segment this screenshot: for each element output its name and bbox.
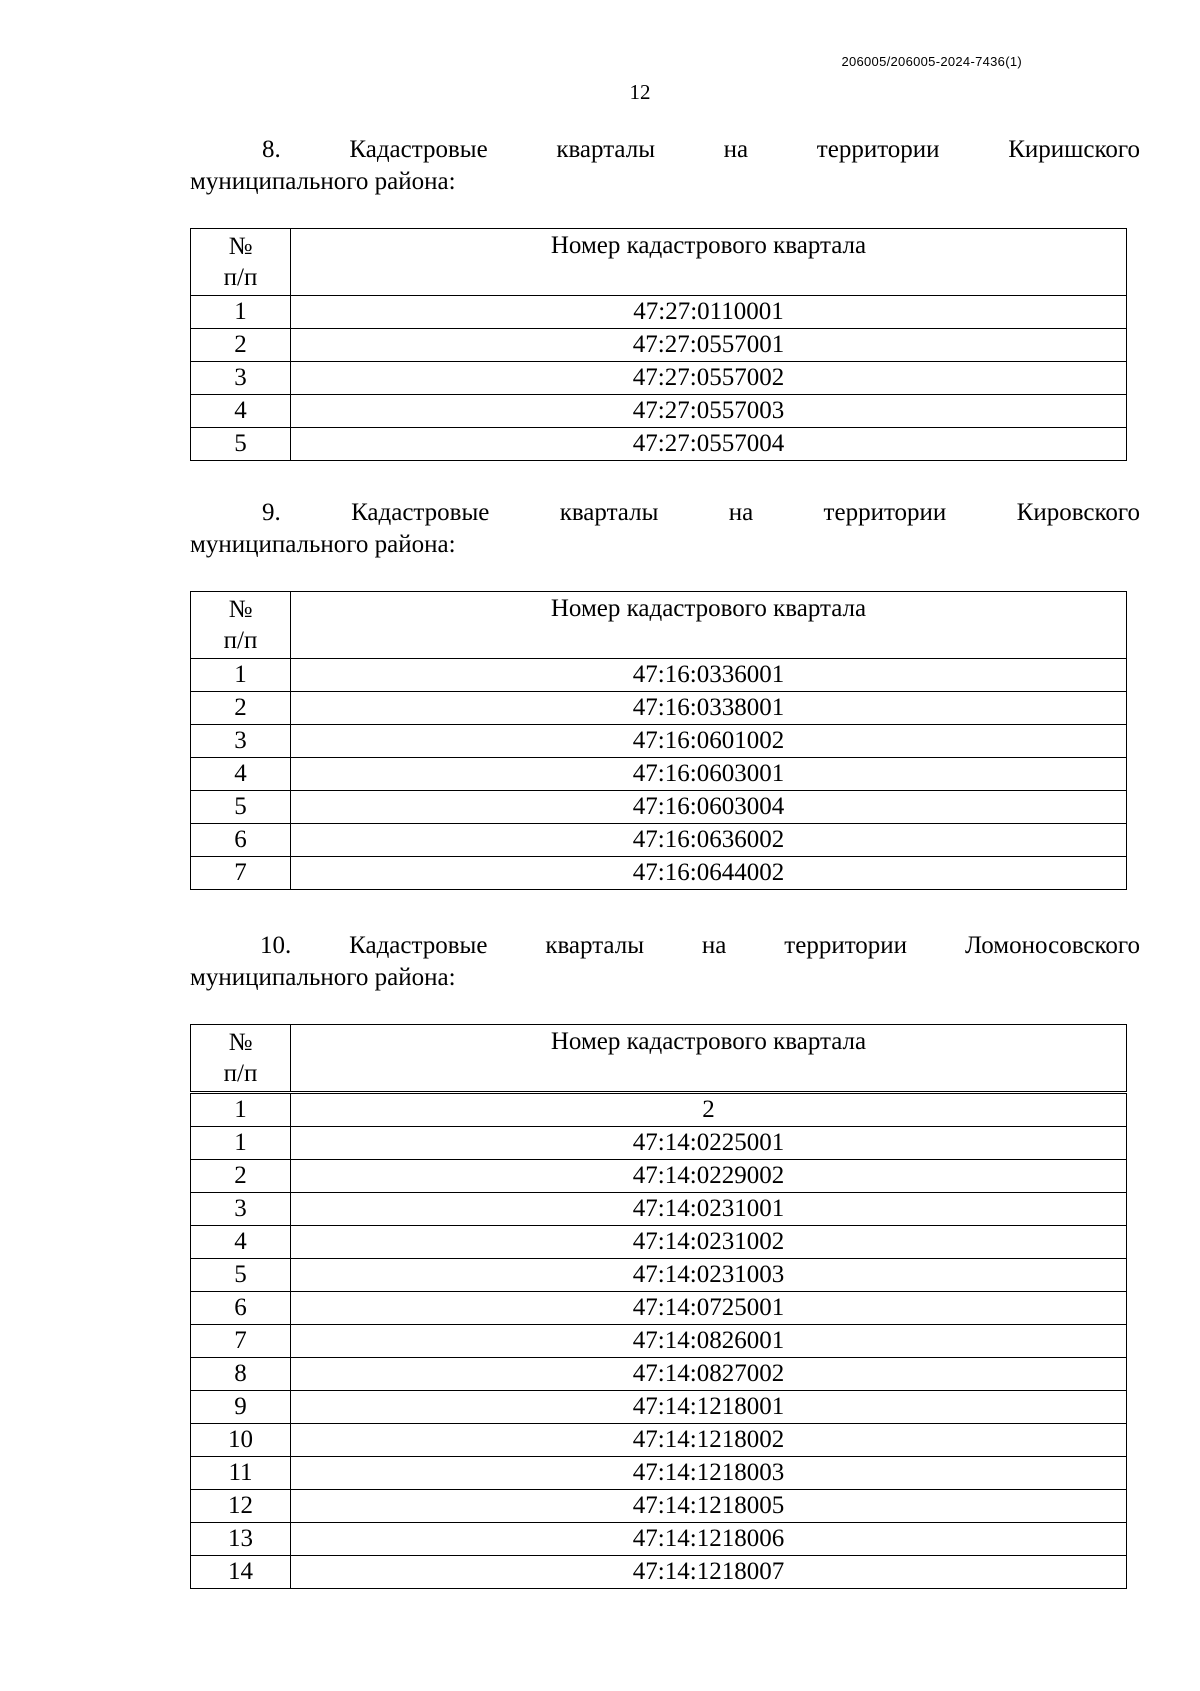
- row-quarter: 47:14:0231003: [291, 1259, 1127, 1292]
- header-quarter: Номер кадастрового квартала: [291, 1025, 1127, 1093]
- table-row: [191, 1457, 1127, 1490]
- section-heading: [190, 930, 1140, 994]
- row-quarter: 47:14:0826001: [291, 1325, 1127, 1358]
- section-heading: [190, 497, 1140, 561]
- row-quarter: 47:14:0231001: [291, 1193, 1127, 1226]
- section-10: [190, 930, 1140, 1589]
- table-row: [191, 1292, 1127, 1325]
- table-row: [191, 1160, 1127, 1193]
- row-num: 5: [191, 791, 291, 824]
- table-row: [191, 659, 1127, 692]
- table-row: [191, 1259, 1127, 1292]
- row-quarter: 47:27:0110001: [291, 296, 1127, 329]
- heading-word: Кадастровые: [349, 136, 488, 163]
- row-num: 3: [191, 362, 291, 395]
- heading-line2: муниципального района:: [190, 168, 456, 195]
- table-header-row: [191, 592, 1127, 659]
- heading-word: 10.: [260, 932, 292, 959]
- heading-line2: муниципального района:: [190, 964, 456, 991]
- heading-word: на: [701, 932, 727, 959]
- row-num: 2: [191, 692, 291, 725]
- section-9: [190, 497, 1140, 890]
- row-quarter: 47:16:0338001: [291, 692, 1127, 725]
- table-row: [191, 395, 1127, 428]
- heading-word: на: [728, 499, 754, 526]
- table-row: [191, 725, 1127, 758]
- table-row: [191, 791, 1127, 824]
- heading-word: 8.: [262, 136, 281, 163]
- header-num: № п/п: [191, 592, 291, 659]
- table-row: [191, 1193, 1127, 1226]
- row-num: 1: [191, 1127, 291, 1160]
- row-quarter: 47:14:0725001: [291, 1292, 1127, 1325]
- heading-line2: муниципального района:: [190, 531, 456, 558]
- row-num: 2: [191, 1160, 291, 1193]
- row-quarter: 47:16:0644002: [291, 857, 1127, 890]
- row-quarter: 47:27:0557001: [291, 329, 1127, 362]
- heading-word: территории: [784, 932, 908, 959]
- heading-word: на: [723, 136, 749, 163]
- row-quarter: 47:14:1218005: [291, 1490, 1127, 1523]
- row-quarter: 47:16:0601002: [291, 725, 1127, 758]
- cadastral-table-10: [190, 1024, 1127, 1589]
- cadastral-table-9: [190, 591, 1127, 890]
- table-row: [191, 758, 1127, 791]
- row-quarter: 47:16:0603001: [291, 758, 1127, 791]
- table-row: [191, 329, 1127, 362]
- row-quarter: 47:14:1218007: [291, 1556, 1127, 1589]
- row-quarter: 47:27:0557004: [291, 428, 1127, 461]
- row-num: 8: [191, 1358, 291, 1391]
- row-num: 13: [191, 1523, 291, 1556]
- row-quarter: 47:16:0603004: [291, 791, 1127, 824]
- row-num: 6: [191, 1292, 291, 1325]
- table-header-row: [191, 229, 1127, 296]
- header-quarter: Номер кадастрового квартала: [291, 592, 1127, 659]
- row-num: 10: [191, 1424, 291, 1457]
- column-number-1: 1: [191, 1093, 291, 1127]
- row-quarter: 47:16:0636002: [291, 824, 1127, 857]
- row-quarter: 47:14:1218006: [291, 1523, 1127, 1556]
- column-number-row: [191, 1093, 1127, 1127]
- row-num: 11: [191, 1457, 291, 1490]
- row-num: 1: [191, 296, 291, 329]
- table-header-row: [191, 1025, 1127, 1093]
- table-row: [191, 1490, 1127, 1523]
- row-num: 7: [191, 857, 291, 890]
- table-row: [191, 692, 1127, 725]
- row-num: 14: [191, 1556, 291, 1589]
- row-quarter: 47:27:0557003: [291, 395, 1127, 428]
- document-id: 206005/206005-2024-7436(1): [841, 54, 1022, 69]
- header-quarter: Номер кадастрового квартала: [291, 229, 1127, 296]
- table-row: [191, 824, 1127, 857]
- row-num: 9: [191, 1391, 291, 1424]
- row-num: 6: [191, 824, 291, 857]
- heading-word: Кировского: [1016, 499, 1140, 526]
- heading-word: Кадастровые: [351, 499, 490, 526]
- row-quarter: 47:14:1218003: [291, 1457, 1127, 1490]
- row-num: 2: [191, 329, 291, 362]
- row-num: 4: [191, 395, 291, 428]
- table-row: [191, 428, 1127, 461]
- table-row: [191, 362, 1127, 395]
- row-quarter: 47:27:0557002: [291, 362, 1127, 395]
- row-num: 5: [191, 428, 291, 461]
- row-num: 5: [191, 1259, 291, 1292]
- heading-word: территории: [823, 499, 947, 526]
- column-number-2: 2: [291, 1093, 1127, 1127]
- row-quarter: 47:14:1218002: [291, 1424, 1127, 1457]
- heading-word: Киришского: [1008, 136, 1140, 163]
- row-quarter: 47:16:0336001: [291, 659, 1127, 692]
- heading-word: 9.: [262, 499, 281, 526]
- section-8: [190, 134, 1140, 461]
- table-row: [191, 857, 1127, 890]
- heading-word: кварталы: [559, 499, 659, 526]
- heading-word: территории: [816, 136, 940, 163]
- heading-word: Кадастровые: [349, 932, 488, 959]
- table-row: [191, 1226, 1127, 1259]
- row-num: 4: [191, 758, 291, 791]
- table-row: [191, 1556, 1127, 1589]
- row-num: 4: [191, 1226, 291, 1259]
- table-row: [191, 1523, 1127, 1556]
- heading-word: кварталы: [556, 136, 656, 163]
- row-quarter: 47:14:0229002: [291, 1160, 1127, 1193]
- row-quarter: 47:14:1218001: [291, 1391, 1127, 1424]
- table-row: [191, 296, 1127, 329]
- row-quarter: 47:14:0231002: [291, 1226, 1127, 1259]
- table-row: [191, 1325, 1127, 1358]
- cadastral-table-8: [190, 228, 1127, 461]
- table-row: [191, 1424, 1127, 1457]
- row-num: 12: [191, 1490, 291, 1523]
- header-num: № п/п: [191, 1025, 291, 1093]
- row-num: 3: [191, 725, 291, 758]
- page-number: 12: [629, 80, 651, 104]
- header-num: № п/п: [191, 229, 291, 296]
- table-row: [191, 1127, 1127, 1160]
- table-row: [191, 1358, 1127, 1391]
- row-num: 3: [191, 1193, 291, 1226]
- row-quarter: 47:14:0225001: [291, 1127, 1127, 1160]
- heading-word: кварталы: [545, 932, 645, 959]
- row-quarter: 47:14:0827002: [291, 1358, 1127, 1391]
- row-num: 1: [191, 659, 291, 692]
- table-row: [191, 1391, 1127, 1424]
- section-heading: [190, 134, 1140, 198]
- row-num: 7: [191, 1325, 291, 1358]
- heading-word: Ломоносовского: [964, 932, 1140, 959]
